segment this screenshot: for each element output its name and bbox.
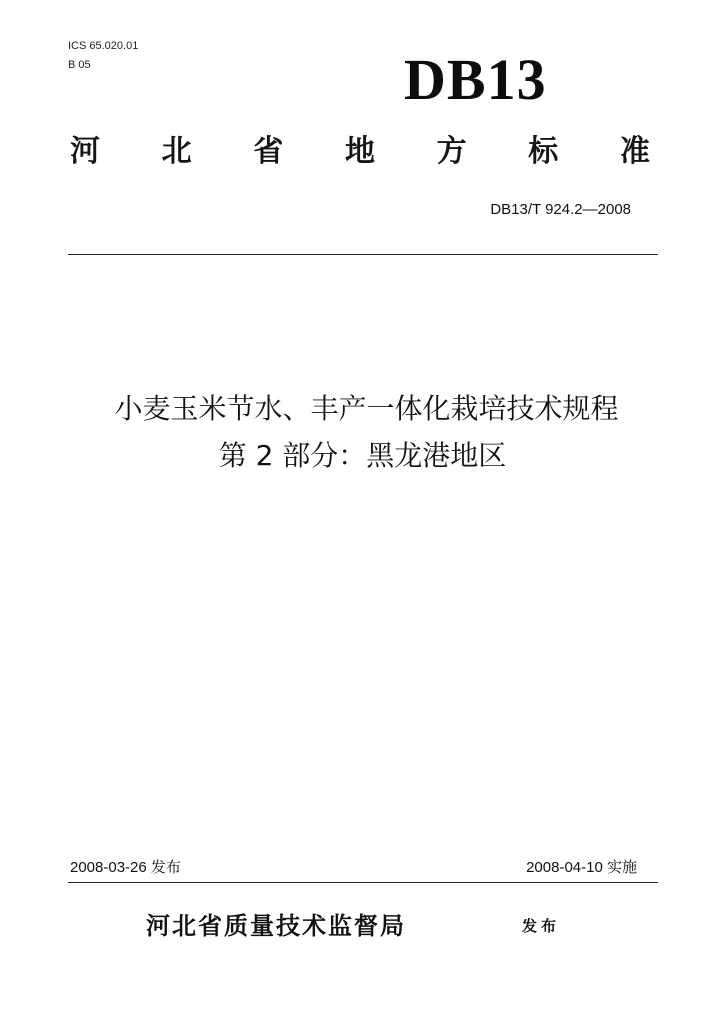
document-title-line-1: 小麦玉米节水、丰产一体化栽培技术规程 (114, 392, 619, 425)
ccs-code: B 05 (68, 59, 91, 71)
issue-date: 2008-03-26 发布 (70, 859, 181, 876)
issuing-authority: 河北省质量技术监督局 (146, 912, 406, 940)
footer-divider (68, 882, 658, 883)
issued-label: 发布 (522, 917, 561, 935)
document-title-line-2: 第 2 部分：黑龙港地区 (218, 439, 507, 472)
header-divider (68, 254, 658, 255)
standard-type-char: 北 (161, 134, 192, 169)
standard-type-char: 地 (344, 134, 375, 169)
standard-number: DB13/T 924.2—2008 (490, 201, 631, 218)
standard-type-char: 准 (619, 134, 650, 169)
ics-code: ICS 65.020.01 (68, 40, 139, 52)
implementation-date: 2008-04-10 实施 (526, 859, 637, 876)
standard-type-heading (70, 130, 650, 174)
standard-type-char: 省 (253, 134, 284, 169)
standard-code-logo: DB13 (404, 47, 547, 112)
standard-type-char: 标 (528, 134, 559, 169)
standard-type-char: 方 (436, 134, 467, 169)
standard-type-char: 河 (70, 134, 100, 169)
